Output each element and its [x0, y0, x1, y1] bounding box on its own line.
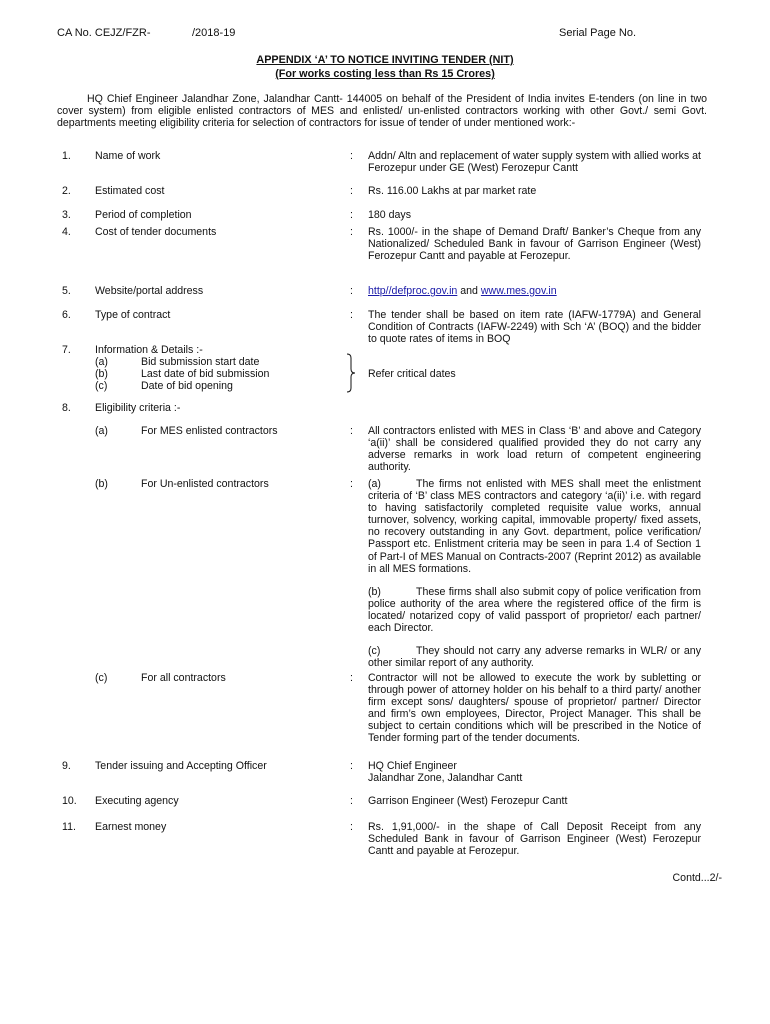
and-text: and — [457, 285, 481, 297]
item-value-contract-type: The tender shall be based on item rate (IAFW-1779A) and General Condition of Contracts (IAFW-2249) with Sch ‘A’ (BOQ) and the bidder to quote rates of items in BOQ — [368, 309, 701, 346]
item-label-estimated-cost: Estimated cost — [95, 185, 165, 197]
continued-marker: Contd...2/- — [672, 872, 722, 884]
item-value-estimated-cost: Rs. 116.00 Lakhs at par market rate — [368, 185, 537, 197]
item-number: 9. — [62, 760, 71, 772]
eligibility-un-enlisted — [368, 478, 701, 669]
item-value-earnest-money: Rs. 1,91,000/- in the shape of Call Deposit Receipt from any Scheduled Bank in favour of Garrison Engineer (West) Ferozepur Cantt and payable at Ferozepur. — [368, 821, 701, 858]
sub-label-all-contractors: For all contractors — [141, 672, 226, 684]
item-label-name-of-work: Name of work — [95, 150, 161, 162]
sub-letter: (c) — [95, 380, 108, 392]
item-value-name-of-work: Addn/ Altn and replacement of water supply system with allied works at Ferozepur under GE (West) Ferozepur Cantt — [368, 150, 701, 175]
item-value-website — [368, 285, 701, 297]
sub-letter: (b) — [95, 478, 108, 490]
appendix-subtitle: (For works costing less than Rs 15 Crores) — [275, 68, 495, 80]
item-number: 6. — [62, 309, 71, 321]
item-value-tender-officer: HQ Chief Engineer Jalandhar Zone, Jalandhar Cantt — [368, 760, 523, 785]
colon: : — [350, 425, 353, 437]
un-enlisted-para-b: (b) These firms shall also submit copy of police verification from police authority of the area where the registered office of the firm is located/ notarized copy of valid passport of proprietor/ each partner/ each Director. — [368, 585, 701, 635]
colon: : — [350, 209, 353, 221]
item-number: 8. — [62, 402, 71, 414]
sub-letter: (b) — [95, 368, 108, 380]
item-number: 4. — [62, 226, 71, 238]
item-value-period: 180 days — [368, 209, 411, 221]
colon: : — [350, 672, 353, 684]
sub-label-mes-enlisted: For MES enlisted contractors — [141, 425, 278, 437]
un-enlisted-para-a: (a) The firms not enlisted with MES shall meet the enlistment criteria of ‘B’ class MES contractors and category ‘a(ii)’ i.e. with regard to having satisfactorily completed requisite value works, annual turnover, solvency, working capital, immovable property/ fixed assets, no recovery outstanding in any Govt. department, police verification/ Passport etc. Enlistment criteria may be seen in para 1.4 of Section 1 of Part-I of MES Manual on Contracts-2007 (Reprint 2012) as available in all MES formations. — [368, 478, 701, 575]
item-label-tender-doc-cost: Cost of tender documents — [95, 226, 217, 238]
serial-page-no: Serial Page No. — [559, 27, 637, 39]
item-number: 1. — [62, 150, 71, 162]
item-number: 3. — [62, 209, 71, 221]
colon: : — [350, 285, 353, 297]
item-label-eligibility: Eligibility criteria :- — [95, 402, 181, 414]
item-label-tender-officer: Tender issuing and Accepting Officer — [95, 760, 267, 772]
intro-paragraph: HQ Chief Engineer Jalandhar Zone, Jalandhar Cantt- 144005 on behalf of the President of India invites E-tenders (on line in two cover system) from eligible enlisted contractors of MES and enlisted/ un-enlisted contractors working with other Govt./ semi Govt. departments meeting eligibility criteria for selection of contractors for issue of tender of under mentioned work:- — [57, 93, 707, 130]
eligibility-all-contractors: Contractor will not be allowed to execute the work by subletting or through power of attorney holder on his behalf to a third party/ another firm except sons/ daughters/ spouse of proprietor/ partner/ Director and firm’s own employees, Director, Project Manager. This shall be subject to certain conditions which will be prescribed in the Notice of Tender forming part of the tender documents. — [368, 672, 701, 745]
item-label-information: Information & Details :- — [95, 344, 203, 356]
item-value-executing-agency: Garrison Engineer (West) Ferozepur Cantt — [368, 795, 568, 807]
item-number: 5. — [62, 285, 71, 297]
sub-letter: (a) — [95, 356, 108, 368]
colon: : — [350, 150, 353, 162]
item-value-critical-dates: Refer critical dates — [368, 368, 456, 380]
item-number: 7. — [62, 344, 71, 356]
colon: : — [350, 821, 353, 833]
ca-number: CA No. CEJZ/FZR- — [57, 27, 151, 39]
item-number: 11. — [62, 821, 76, 833]
item-label-contract-type: Type of contract — [95, 309, 171, 321]
item-label-period: Period of completion — [95, 209, 192, 221]
sub-letter: (a) — [95, 425, 108, 437]
item-label-website: Website/portal address — [95, 285, 204, 297]
sub-label-bid-opening: Date of bid opening — [141, 380, 233, 392]
colon: : — [350, 309, 353, 321]
eligibility-mes-enlisted: All contractors enlisted with MES in Class ‘B’ and above and Category ‘a(ii)’ shall be considered qualified provided they do not carry any adverse remarks in work load return of competent engineering authority. — [368, 425, 701, 474]
item-value-tender-doc-cost: Rs. 1000/- in the shape of Demand Draft/ Banker’s Cheque from any Nationalized/ Scheduled Bank in favour of Garrison Engineer (West) Ferozepur Cantt and payable at Ferozepur. — [368, 226, 701, 263]
sub-label-un-enlisted: For Un-enlisted contractors — [141, 478, 269, 490]
colon: : — [350, 760, 353, 772]
un-enlisted-para-c: (c) They should not carry any adverse remarks in WLR/ or any other similar report of any authority. — [368, 645, 701, 670]
colon: : — [350, 226, 353, 238]
ca-year: /2018-19 — [192, 27, 236, 39]
sub-label-bid-start: Bid submission start date — [141, 356, 260, 368]
sub-letter: (c) — [95, 672, 108, 684]
mes-link[interactable]: www.mes.gov.in — [480, 285, 557, 297]
colon: : — [350, 795, 353, 807]
defproc-link[interactable]: http//defproc.gov.in — [368, 285, 458, 297]
colon: : — [350, 185, 353, 197]
appendix-title: APPENDIX ‘A’ TO NOTICE INVITING TENDER (NIT) — [256, 54, 514, 66]
colon: : — [350, 478, 353, 490]
item-number: 2. — [62, 185, 71, 197]
item-number: 10. — [62, 795, 77, 807]
item-label-earnest-money: Earnest money — [95, 821, 167, 833]
sub-label-bid-last: Last date of bid submission — [141, 368, 270, 380]
curly-brace-icon — [344, 353, 358, 393]
item-label-executing-agency: Executing agency — [95, 795, 179, 807]
